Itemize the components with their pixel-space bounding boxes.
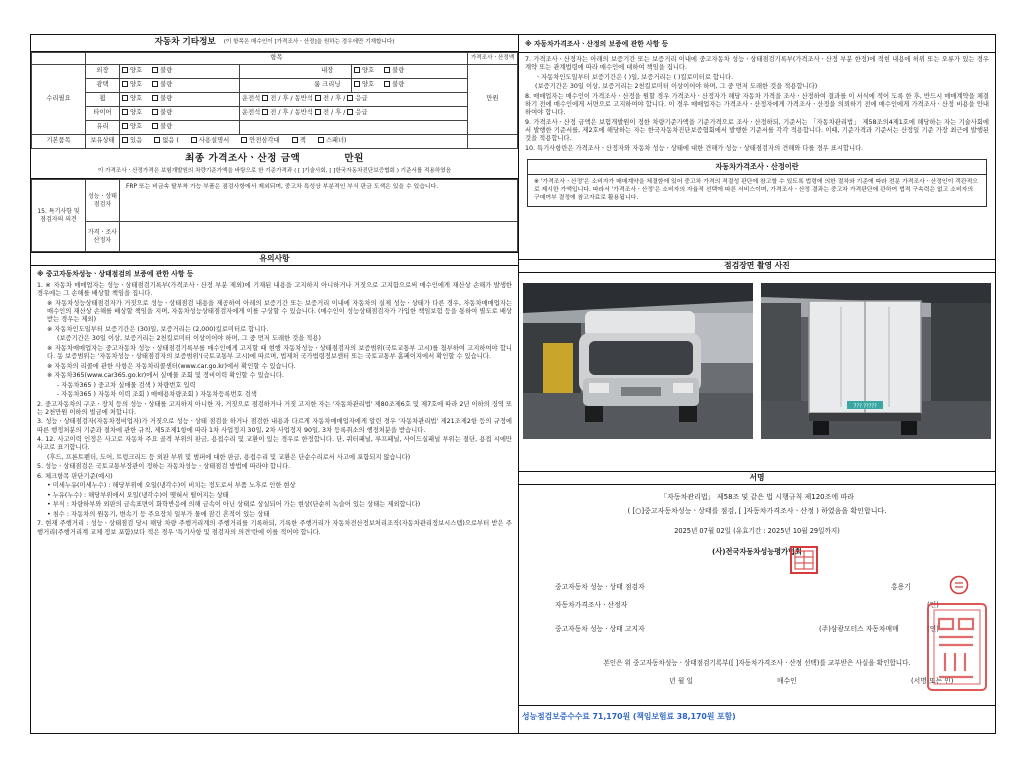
note-item: 2. 중고자동차의 구조ㆍ장치 등의 성능ㆍ상태를 고지하지 아니한 자, 거짓으로 점검하거나 거짓 고지한 자는 '자동차관리법' 제80조제6호 및 제7호에 따라 2년 이하의 징역 또는 2천만원 이하의 벌금에 처합니다. xyxy=(37,400,512,416)
checkbox-icon xyxy=(347,95,353,101)
appraisal-definition-title: 자동차가격조사ㆍ산정이란 xyxy=(528,160,986,175)
opinion-inspector-label: 성능ㆍ상태 점검자 xyxy=(86,180,120,222)
note-item: ※ 자동차매매업자는 중고자동차 성능ㆍ상태점검기록부를 매수인에게 고지할 때 현행 자동차성능ㆍ상태점검자의 보증범위(국토교통부 고시)를 첨부하여 고지하여야 합니다. 동 보증범위는 '자동차성능ㆍ상태점검자의 보증범위'(국토교통부 고시)에 따르며, 법제처 국가법령정보센터 또는 국토교통부 홈페이지에서 확인할 수 있습니다. xyxy=(47,344,512,361)
checkbox-icon xyxy=(122,67,128,73)
org-seal-icon xyxy=(789,545,819,575)
sign-or-seal: (서명 또는 인) xyxy=(911,677,954,685)
row-tire-position-options[interactable]: 운전석 전 / 후 / 동반석 전 / 후 / 응급 xyxy=(240,107,468,121)
note-item: 1. ※ 자동차 매매업자는 성능ㆍ상태점검기록부(가격조사ㆍ산정 부분 제외)에 기재된 내용을 고지하지 아니하거나 거짓으로 고지함으로써 매수인에게 재산상 손해가 발생한 경우에는 그 손해를 배상할 책임을 집니다. xyxy=(37,282,512,298)
note-item: 7. 현재 주행거리 : 성능ㆍ상태점검 당시 해당 차량 주행거리계의 주행거리를 기록하되, 기록한 주행거리가 자동차전산정보처리조직(자동차관리정보시스템)으로부터 받은 주행거리(주행거리계 교체 정보 포함)보다 적은 경우 '특기사항 및 점검자의 의견'란에 이를 적어야 합니다. xyxy=(37,520,512,536)
appraisal-notes xyxy=(519,35,995,153)
row-wheel-options[interactable]: 양호 불량 xyxy=(120,93,240,107)
sign-law-line2: ( [○]중고자동차성능ㆍ상태를 점검, [ ]자동차가격조사ㆍ산정 ) 하였음을 확인합니다. xyxy=(627,507,887,515)
note-item: • 미세누유(미세누수) : 해당부위에 오일(냉각수)이 비치는 정도로서 부품 노후로 인한 현상 xyxy=(47,482,296,490)
appraisal-note-item: 7. 가격조사ㆍ산정자는 아래의 보증기간 또는 보증거리 이내에 중고자동차 성능ㆍ상태점검기록부(가격조사ㆍ산정 부분 한정)에 적힌 내용에 허위 또는 오류가 있는 경우 계약 또는 관계법령에 따라 매수인에 대하여 책임을 집니다. xyxy=(525,55,989,72)
col-price-header: 가격조사ㆍ산정액 xyxy=(468,53,518,65)
row-tire-label: 타이어 xyxy=(86,107,120,121)
basic-items-options[interactable]: 있음 없음 ( 사용설명서 안전삼각대 잭 스패너) xyxy=(120,135,468,149)
checkbox-icon xyxy=(154,137,160,143)
sign-inspector-label: 중고자동차 성능ㆍ상태 점검자 xyxy=(555,583,645,591)
checkbox-icon xyxy=(384,67,390,73)
sign-notifier-seal: (인) xyxy=(927,625,939,633)
other-info-header xyxy=(31,35,518,52)
row-tire-options[interactable]: 양호 불량 xyxy=(120,107,240,121)
photos-title: 점검장면 촬영 사진 xyxy=(519,259,995,273)
fee-line: 성능점검보증수수료 71,170원 (책임보험료 38,170원 포함) xyxy=(519,705,995,733)
van-front-photo-icon xyxy=(523,283,753,439)
final-price-row xyxy=(31,149,518,168)
appraisal-section-heading: ※ 자동차가격조사ㆍ산정의 보증에 관한 사항 등 xyxy=(519,38,995,53)
sign-body xyxy=(519,485,995,705)
sign-date-line: 2025년 07월 02일 (유효기간 : 2025년 10월 29일까지) xyxy=(674,527,840,535)
checkbox-icon xyxy=(347,109,353,115)
appraisal-definition-box xyxy=(527,159,987,207)
license-plate: 7?? ????? xyxy=(853,403,877,410)
note-item: (보증기간은 30일 이상, 보증거리는 2천킬로미터 이상이어야 하며, 그 중 먼저 도래한 것을 적용) xyxy=(57,335,321,343)
col-item-header: 항목 xyxy=(86,53,468,65)
inspection-photo-front xyxy=(523,283,753,439)
row-roomclean-options[interactable]: 양호 불량 xyxy=(352,79,468,93)
row-roomclean-label: 룸 크리닝 xyxy=(304,79,352,93)
appraisal-note-item: 10. 특기사항란은 가격조사ㆍ산정자와 자동차 성능ㆍ상태에 대한 견해가 성능ㆍ상태점검자의 견해와 다를 경우 표시합니다. xyxy=(525,144,864,152)
final-price-label: 최종 가격조사ㆍ산정 금액 xyxy=(185,153,301,164)
final-price-unit: 만원 xyxy=(344,153,364,164)
note-item: ※ 자동차365(www.car365.go.kr)에서 실매물 조회 및 정비이력 확인할 수 있습니다. xyxy=(47,372,284,380)
checkbox-icon xyxy=(315,109,321,115)
other-info-title: 자동차 기타정보 xyxy=(154,37,216,48)
opinion-appraiser-text[interactable] xyxy=(120,222,518,252)
sign-buyer-label: 매수인 xyxy=(777,677,797,685)
appraisal-note-item: ㆍ자동차인도일부터 보증기간은 ( )일, 보증거리는 ( )킬로미터로 합니다. xyxy=(535,73,734,81)
checkbox-icon xyxy=(122,123,128,129)
checkbox-icon xyxy=(354,81,360,87)
opinion-label: 15. 특기사항 및 점검자의 의견 xyxy=(32,180,86,252)
checkbox-icon xyxy=(292,137,298,143)
row-interior-options[interactable]: 양호 불량 xyxy=(352,65,468,79)
note-item: 3. 성능ㆍ상태점검자(자동차정비업자)가 거짓으로 성능ㆍ상태 점검을 하거나 점검한 내용과 다르게 자동차매매업자에게 알린 경우 '자동차관리법' 제21조제2항 등의 규정에 따른 행정처분의 기준과 절차에 관한 규칙, 제5조제1항에 따라 1차 사업정지 30일, 2차 사업정지 90일, 3차 등록취소의 행정처분을 받습니다. xyxy=(37,418,512,434)
note-item: • 침수 : 자동차의 원동기, 변속기 등 주요장치 일부가 물에 잠긴 흔적이 있는 상태 xyxy=(47,510,270,518)
note-item: • 부식 : 차량하부와 외판의 금속표면이 화학반응에 의해 금속이 아닌 상태로 상실되어 가는 현상(단순히 녹슬어 있는 상태는 제외합니다) xyxy=(47,501,421,509)
note-item: 5. 성능ㆍ상태점검은 국토교통부장관이 정하는 자동차성능ㆍ상태점검 방법에 따라야 합니다. xyxy=(37,463,291,471)
inspection-record-page xyxy=(30,34,996,734)
note-item: ※ 자동차성능상태점검자가 거짓으로 성능ㆍ상태점검 내용을 제공하여 아래의 보증기간 또는 보증거리 이내에 자동차의 실제 성능ㆍ상태가 다른 경우, 자동차매매업자는 매수인의 재산상 손해를 배상할 책임을 지며, 자동차성능상태점검자에게 이를 구상할 수 있습니다. (매수인이 성능상태점검자가 가입한 책임보험 등을 통하여 별도로 배상받는 경우는 제외) xyxy=(47,299,512,324)
checkbox-icon xyxy=(152,81,158,87)
row-exterior-label: 외장 xyxy=(86,65,120,79)
note-item: (후드, 프론트펜더, 도어, 트렁크리드 등 외판 부위 및 범퍼에 대한 판금, 용접수리 및 교환은 단순수리로서 사고에 포함되지 않습니다) xyxy=(47,453,411,461)
checkbox-icon xyxy=(241,137,247,143)
opinion-appraiser-label: 가격ㆍ조사 산정자 xyxy=(86,222,120,252)
group-basic-label: 기본품목 xyxy=(32,135,86,149)
row-interior-label: 내장 xyxy=(304,65,352,79)
other-info-table xyxy=(31,52,518,149)
note-item: ※ 자동차인도일부터 보증기간은 (30)일, 보증거리는 (2,000)킬로미터로 합니다. xyxy=(47,325,269,333)
sign-appraiser-label: 자동차가격조사ㆍ산정자 xyxy=(555,601,628,609)
row-wheel-label: 휠 xyxy=(86,93,120,107)
sign-receipt-line: 본인은 위 중고자동차성능ㆍ상태점검기록부([ ]자동차가격조사ㆍ산정 선택)를 교부받은 사실을 확인합니다. xyxy=(603,659,911,667)
notes-body xyxy=(31,266,518,537)
notes-title: 유의사항 xyxy=(31,252,518,266)
other-info-subtitle: (이 항목은 매수인이 [가격조사ㆍ산정]을 원하는 경우에만 기재합니다) xyxy=(223,39,395,46)
sign-appraiser-seal: (인) xyxy=(927,601,939,609)
checkbox-icon xyxy=(152,109,158,115)
sign-inspector-name: 홍용기 xyxy=(891,583,911,591)
sign-org: (사)전국자동차성능평가협회 xyxy=(712,547,802,556)
inspection-photo-rear xyxy=(761,283,991,439)
row-glass-label: 유리 xyxy=(86,121,120,135)
note-item: ※ 자동차의 리콜에 관한 사항은 자동차리콜센터(www.car.go.kr)에서 확인할 수 있습니다. xyxy=(47,362,296,370)
appraisal-note-item: (보증기간은 30일 이상, 보증거리는 2천킬로미터 이상이어야 하며, 그 중 먼저 도래한 것을 적용합니다) xyxy=(535,83,818,91)
checkbox-icon xyxy=(152,95,158,101)
checkbox-icon xyxy=(191,137,197,143)
checkbox-icon xyxy=(262,95,268,101)
checkbox-icon xyxy=(315,95,321,101)
opinion-table xyxy=(31,179,518,252)
row-glass-options[interactable]: 양호 불량 xyxy=(120,121,240,135)
group-repair-label: 수리필요 xyxy=(32,65,86,135)
note-item: 4. 12. 사고이력 인정은 사고로 자동차 주요 골격 부위의 판금, 용접수리 및 교환이 있는 경우로 한정합니다. 단, 쿼터패널, 루프패널, 사이드실패널 부위는 절단, 용접 시에만 사고로 표기합니다. xyxy=(37,436,512,452)
appraisal-note-item: 8. 매매업자는 매수인이 가격조사ㆍ산정을 원할 경우 가격조사ㆍ산정자가 해당 자동차 가격을 조사ㆍ산정하여 결과를 이 서식에 적어 도록 한 후, 반드시 매매계약을 체결하기 전에 매수인에게 서면으로 고지하여야 합니다. 이 경우 매매업자는 가격조사ㆍ산정자에게 가격조사ㆍ산정을 의뢰하기 전에 매수인에게 가격조사ㆍ산정 비용을 안내하여야 합니다. xyxy=(525,92,989,117)
inspector-seal-icon xyxy=(949,575,969,595)
company-seal-icon xyxy=(925,601,989,693)
checkbox-icon xyxy=(122,109,128,115)
checkbox-icon xyxy=(122,95,128,101)
row-polish-options[interactable]: 양호 불량 xyxy=(120,79,240,93)
sign-notifier-label: 중고자동차 성능ㆍ상태 고지자 xyxy=(555,625,645,633)
right-column xyxy=(519,35,995,733)
final-price-note: 이 가격조사ㆍ산정가격은 보험개발원의 차량기준가액을 바탕으로 한 기준가격과 ( [ ]기술사회, [ ]한국자동차진단보증협회 ) 기준서를 적용하였음 xyxy=(31,168,518,179)
checkbox-icon xyxy=(318,137,324,143)
appraisal-definition-text: ※ '가격조사ㆍ산정'은 소비자가 매매계약을 체결함에 있어 중고차 가격의 적절성 판단에 참고할 수 있도록 법령에 의한 절차와 기준에 따라 전문 가격조사ㆍ산정인이 객관적으로 제시한 가액입니다. 따라서 '가격조사ㆍ산정'은 소비자의 자율적 선택에 따른 서비스이며, 가격조사ㆍ산정 결과는 중고차 가격판단에 관하여 법적 구속력은 없고 소비자의 구매여부 결정에 참고자료로 활용됩니다. xyxy=(534,178,978,201)
sign-law-line1: 「자동차관리법」 제58조 및 같은 법 시행규칙 제120조에 따라 xyxy=(660,493,854,501)
checkbox-icon xyxy=(122,81,128,87)
truck-rear-photo-icon xyxy=(761,283,991,439)
checkbox-icon xyxy=(122,137,128,143)
sign-notifier-name: (주)삼광모터스 자동차매매 xyxy=(819,625,899,633)
checkbox-icon xyxy=(152,67,158,73)
row-polish-label: 광택 xyxy=(86,79,120,93)
checkbox-icon xyxy=(384,81,390,87)
note-item: • 누유(누수) : 해당부위에서 오일(냉각수)이 맺혀서 떨어지는 상태 xyxy=(47,491,229,499)
note-item: 6. 체크항목 판단기준(예시) xyxy=(37,472,113,480)
row-wheel-position-options[interactable]: 운전석 전 / 후 / 동반석 전 / 후 / 응급 xyxy=(240,93,468,107)
checkbox-icon xyxy=(152,123,158,129)
checkbox-icon xyxy=(354,67,360,73)
note-item: - 자동차365 ) 자동차 이력 조회 ) 매매용차량조회 ) 자동차등록번호 검색 xyxy=(57,391,257,399)
basic-status-label: 보유상태 xyxy=(86,135,120,149)
notes-section-heading: ※ 중고자동차성능ㆍ상태점검의 보증에 관한 사항 등 xyxy=(37,270,194,279)
left-column xyxy=(31,35,519,733)
sign-title: 서명 xyxy=(519,471,995,485)
repair-price-unit: 만원 xyxy=(468,65,518,135)
row-exterior-options[interactable]: 양호 불량 xyxy=(120,65,240,79)
sign-date-blank: 년 월 일 xyxy=(669,677,694,685)
opinion-inspector-text: FRP 또는 비금속 탈부착 가능 부품은 점검사항에서 제외되며, 중고차 특성상 부분적인 부식 판금 도색은 있을 수 있습니다. xyxy=(120,180,518,222)
note-item: - 자동차365 ) 중고차 실매물 검색 ) 차량번호 입력 xyxy=(57,381,196,389)
appraisal-note-item: 9. 가격조사ㆍ산정 금액은 보험개발원이 정한 차량기준가액을 기준가격으로 조사ㆍ산정하되, 기준서는 「자동차관리법」 제58조의4제1호에 해당하는 자는 기술사회에서 발행한 기준서를, 제2호에 해당하는 자는 한국자동차진단보증협회에서 발행한 기준서를 각각 적용합니다. 이때, 기준가격과 기준서는 산정일 기준 가장 최근에 발행된 것을 적용합니다. xyxy=(525,118,989,143)
checkbox-icon xyxy=(262,109,268,115)
